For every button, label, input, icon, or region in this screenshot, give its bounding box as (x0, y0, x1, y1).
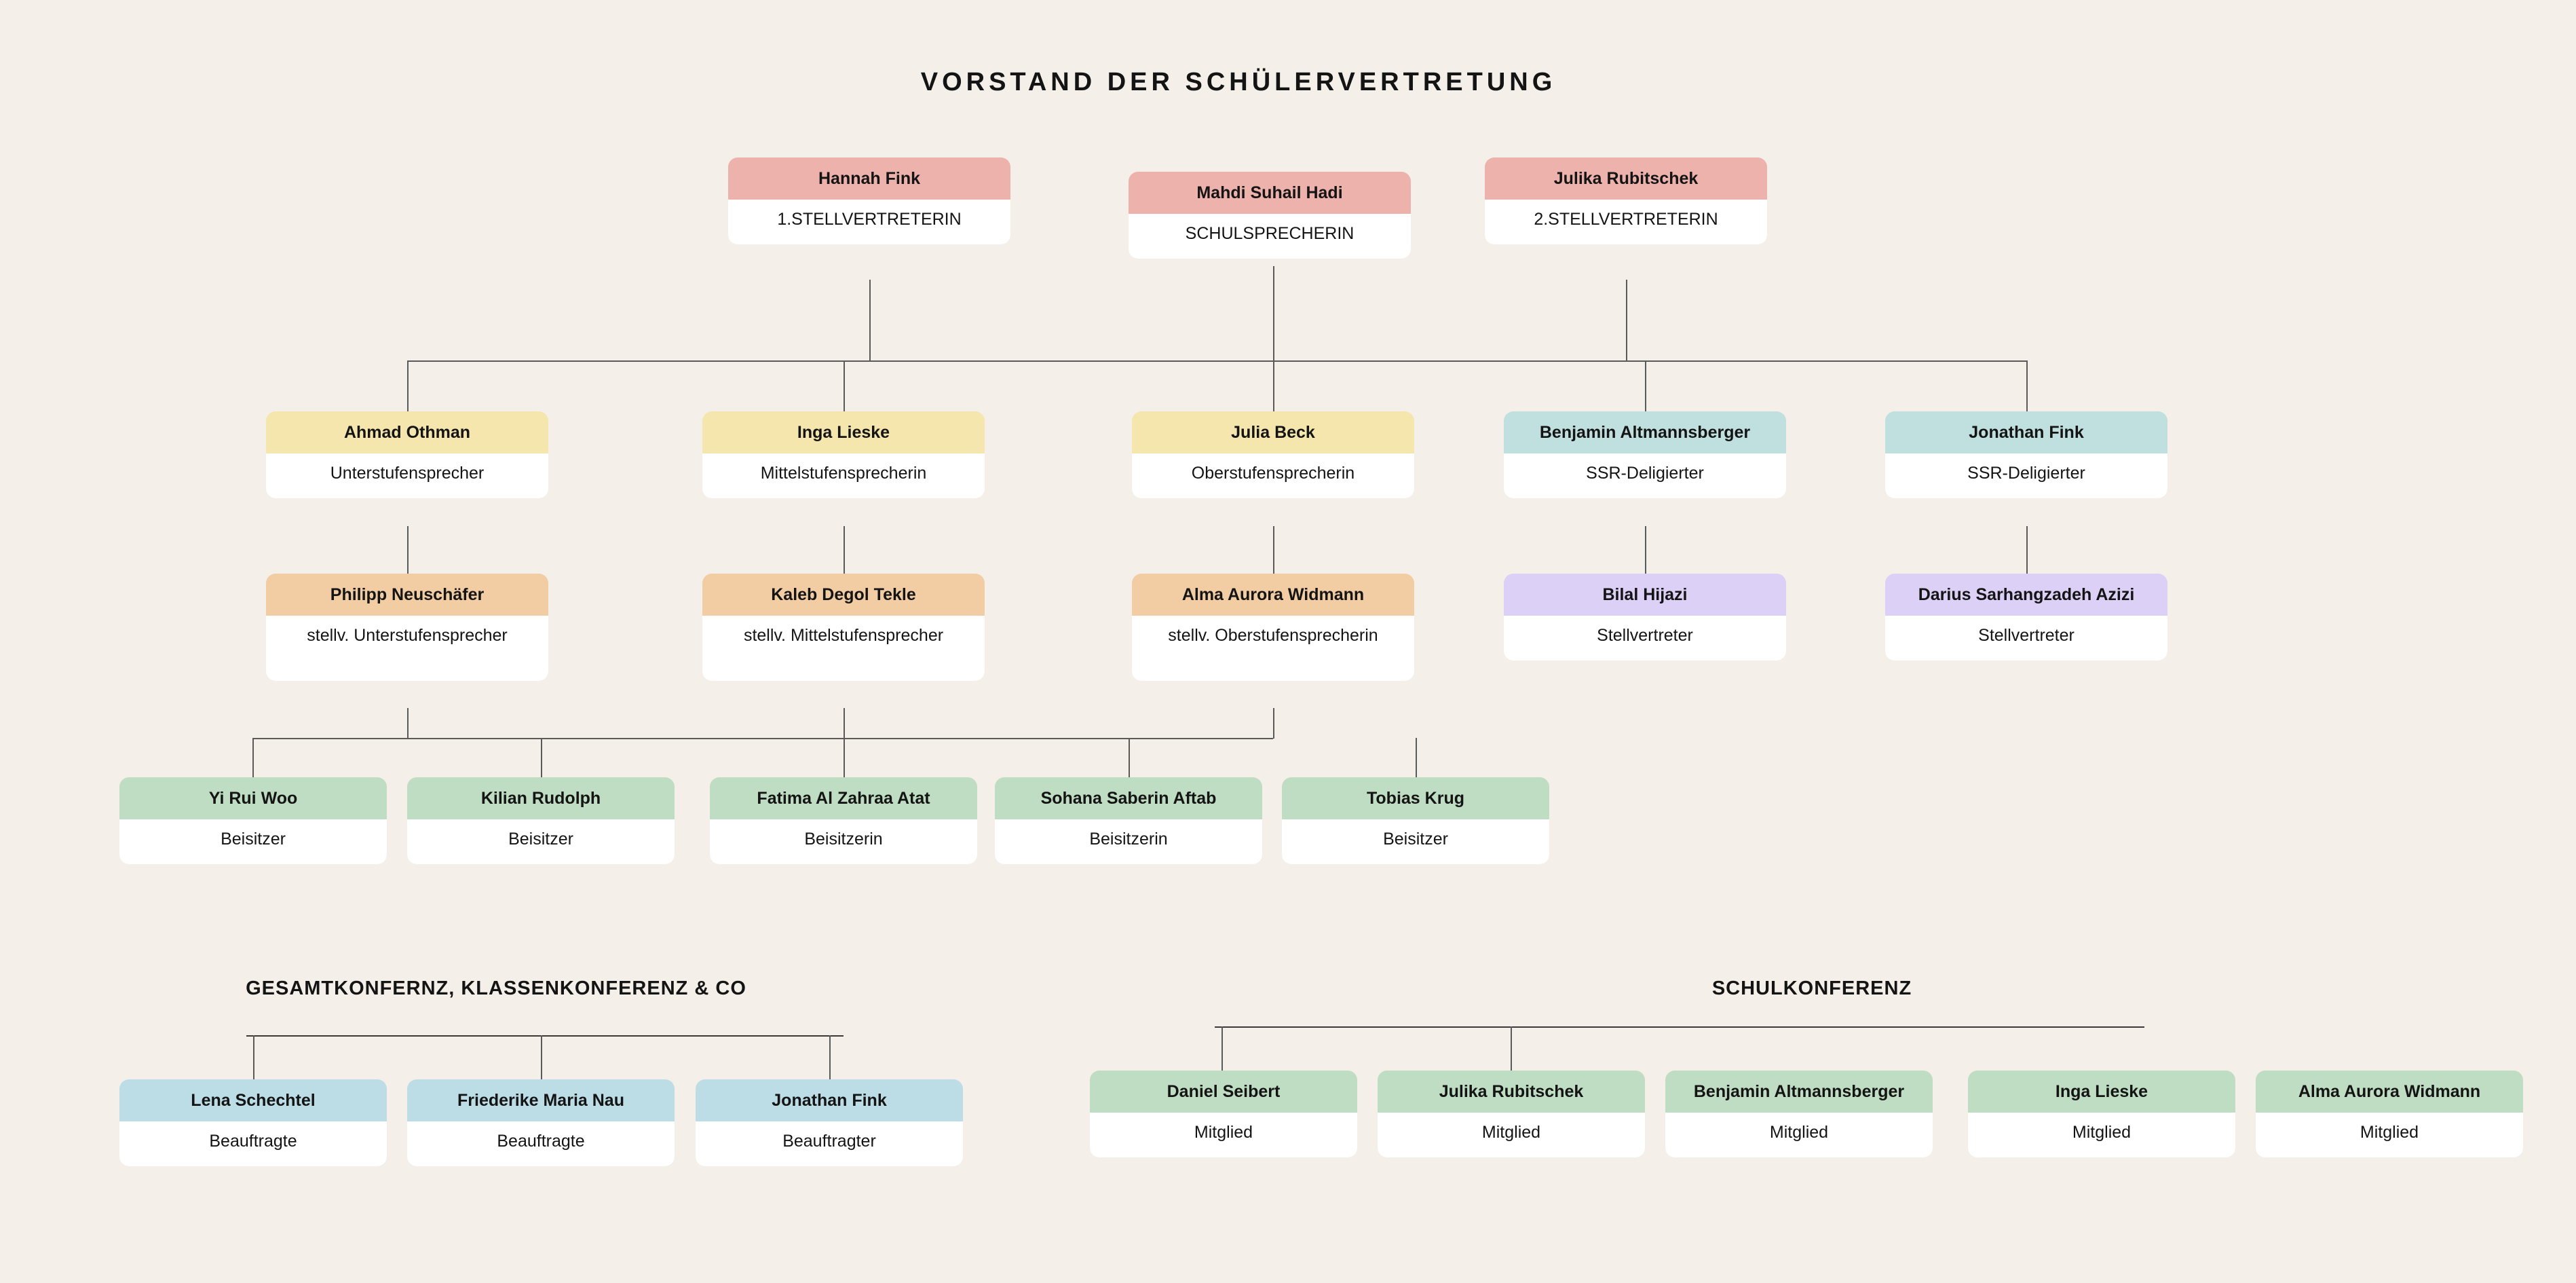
connector-line (253, 1035, 254, 1079)
card-role: Unterstufensprecher (266, 453, 548, 498)
card-name: Yi Rui Woo (119, 777, 387, 819)
card-board-1[interactable] (1129, 172, 1411, 259)
card-role: Stellvertreter (1885, 616, 2167, 661)
card-role: Oberstufensprecherin (1132, 453, 1414, 498)
connector-line (541, 738, 542, 777)
card-gesamtkonferenz-2[interactable] (696, 1079, 963, 1166)
card-role: SSR-Deligierter (1504, 453, 1786, 498)
card-name: Inga Lieske (702, 411, 985, 453)
card-schulkonferenz-4[interactable] (2256, 1071, 2523, 1157)
card-gesamtkonferenz-1[interactable] (407, 1079, 675, 1166)
card-role: Beisitzerin (710, 819, 977, 864)
card-name: Fatima Al Zahraa Atat (710, 777, 977, 819)
connector-line (407, 360, 409, 411)
connector-line (1273, 526, 1274, 574)
connector-line (844, 708, 845, 739)
card-name: Hannah Fink (728, 157, 1010, 200)
card-name: Daniel Seibert (1090, 1071, 1357, 1113)
card-role: SSR-Deligierter (1885, 453, 2167, 498)
card-name: Ahmad Othman (266, 411, 548, 453)
connector-line (407, 708, 409, 739)
card-role: stellv. Oberstufensprecherin (1132, 616, 1414, 681)
card-assessor-1[interactable] (407, 777, 675, 864)
card-deputy-4[interactable] (1885, 574, 2167, 661)
card-schulkonferenz-1[interactable] (1378, 1071, 1645, 1157)
card-role: Beisitzer (119, 819, 387, 864)
card-role: Mitglied (1665, 1113, 1933, 1157)
connector-line (829, 1035, 831, 1079)
card-role: Mitglied (1378, 1113, 1645, 1157)
card-schulkonferenz-3[interactable] (1968, 1071, 2235, 1157)
card-name: Lena Schechtel (119, 1079, 387, 1121)
card-role: Mitglied (2256, 1113, 2523, 1157)
card-role: Beauftragte (119, 1121, 387, 1166)
card-board-2[interactable] (1485, 157, 1767, 244)
schulkonferenz-title: SCHULKONFERENZ (1711, 978, 1912, 999)
card-name: Mahdi Suhail Hadi (1129, 172, 1411, 214)
connector-line (541, 1035, 542, 1079)
card-name: Tobias Krug (1282, 777, 1549, 819)
card-role: stellv. Mittelstufensprecher (702, 616, 985, 681)
card-role: Mitglied (1968, 1113, 2235, 1157)
connector-line (1221, 1026, 1223, 1071)
card-role: Stellvertreter (1504, 616, 1786, 661)
card-gesamtkonferenz-0[interactable] (119, 1079, 387, 1166)
connector-line (869, 280, 871, 361)
card-speaker-1[interactable] (702, 411, 985, 498)
card-role: Beauftragte (407, 1121, 675, 1166)
card-speaker-0[interactable] (266, 411, 548, 498)
card-speaker-3[interactable] (1504, 411, 1786, 498)
card-name: Benjamin Altmannsberger (1665, 1071, 1933, 1113)
card-assessor-3[interactable] (995, 777, 1262, 864)
card-name: Darius Sarhangzadeh Azizi (1885, 574, 2167, 616)
card-role: Beauftragter (696, 1121, 963, 1166)
card-assessor-0[interactable] (119, 777, 387, 864)
card-assessor-4[interactable] (1282, 777, 1549, 864)
card-deputy-1[interactable] (702, 574, 985, 681)
connector-line (1645, 360, 1646, 411)
section-rule (246, 1035, 844, 1037)
connector-line (407, 526, 409, 574)
card-schulkonferenz-2[interactable] (1665, 1071, 1933, 1157)
card-role: Beisitzerin (995, 819, 1262, 864)
card-name: Jonathan Fink (696, 1079, 963, 1121)
card-name: Kaleb Degol Tekle (702, 574, 985, 616)
connector-line (2026, 360, 2028, 411)
connector-line (844, 360, 845, 411)
card-board-0[interactable] (728, 157, 1010, 244)
card-name: Sohana Saberin Aftab (995, 777, 1262, 819)
connector-line (1626, 280, 1627, 361)
connector-line (1511, 1026, 1512, 1071)
card-deputy-0[interactable] (266, 574, 548, 681)
card-role: 1.STELLVERTRETERIN (728, 200, 1010, 244)
card-role: stellv. Unterstufensprecher (266, 616, 548, 681)
card-name: Inga Lieske (1968, 1071, 2235, 1113)
card-name: Jonathan Fink (1885, 411, 2167, 453)
card-role: Mittelstufensprecherin (702, 453, 985, 498)
card-role: 2.STELLVERTRETERIN (1485, 200, 1767, 244)
connector-line (1129, 738, 1130, 777)
section-rule (1215, 1026, 2144, 1028)
card-role: Mitglied (1090, 1113, 1357, 1157)
connector-line (1273, 266, 1274, 361)
card-name: Julika Rubitschek (1485, 157, 1767, 200)
card-role: Beisitzer (407, 819, 675, 864)
card-schulkonferenz-0[interactable] (1090, 1071, 1357, 1157)
card-name: Alma Aurora Widmann (2256, 1071, 2523, 1113)
card-deputy-3[interactable] (1504, 574, 1786, 661)
card-name: Bilal Hijazi (1504, 574, 1786, 616)
card-name: Julika Rubitschek (1378, 1071, 1645, 1113)
card-assessor-2[interactable] (710, 777, 977, 864)
card-name: Kilian Rudolph (407, 777, 675, 819)
card-name: Alma Aurora Widmann (1132, 574, 1414, 616)
card-name: Benjamin Altmannsberger (1504, 411, 1786, 453)
connector-bus (407, 360, 2026, 362)
connector-line (1416, 738, 1417, 777)
connector-line (1273, 708, 1274, 739)
gesamtkonferenz-title: GESAMTKONFERNZ, KLASSENKONFERENZ & CO (246, 978, 746, 999)
card-name: Philipp Neuschäfer (266, 574, 548, 616)
card-name: Julia Beck (1132, 411, 1414, 453)
card-name: Friederike Maria Nau (407, 1079, 675, 1121)
card-deputy-2[interactable] (1132, 574, 1414, 681)
page-title: VORSTAND DER SCHÜLERVERTRETUNG (920, 68, 1557, 96)
connector-line (2026, 526, 2028, 574)
connector-line (252, 738, 254, 777)
connector-line (1273, 360, 1274, 411)
card-role: Beisitzer (1282, 819, 1549, 864)
card-speaker-2[interactable] (1132, 411, 1414, 498)
connector-line (844, 738, 845, 777)
card-role: SCHULSPRECHERIN (1129, 214, 1411, 259)
card-speaker-4[interactable] (1885, 411, 2167, 498)
connector-line (1645, 526, 1646, 574)
connector-line (844, 526, 845, 574)
connector-bus (252, 738, 1273, 739)
